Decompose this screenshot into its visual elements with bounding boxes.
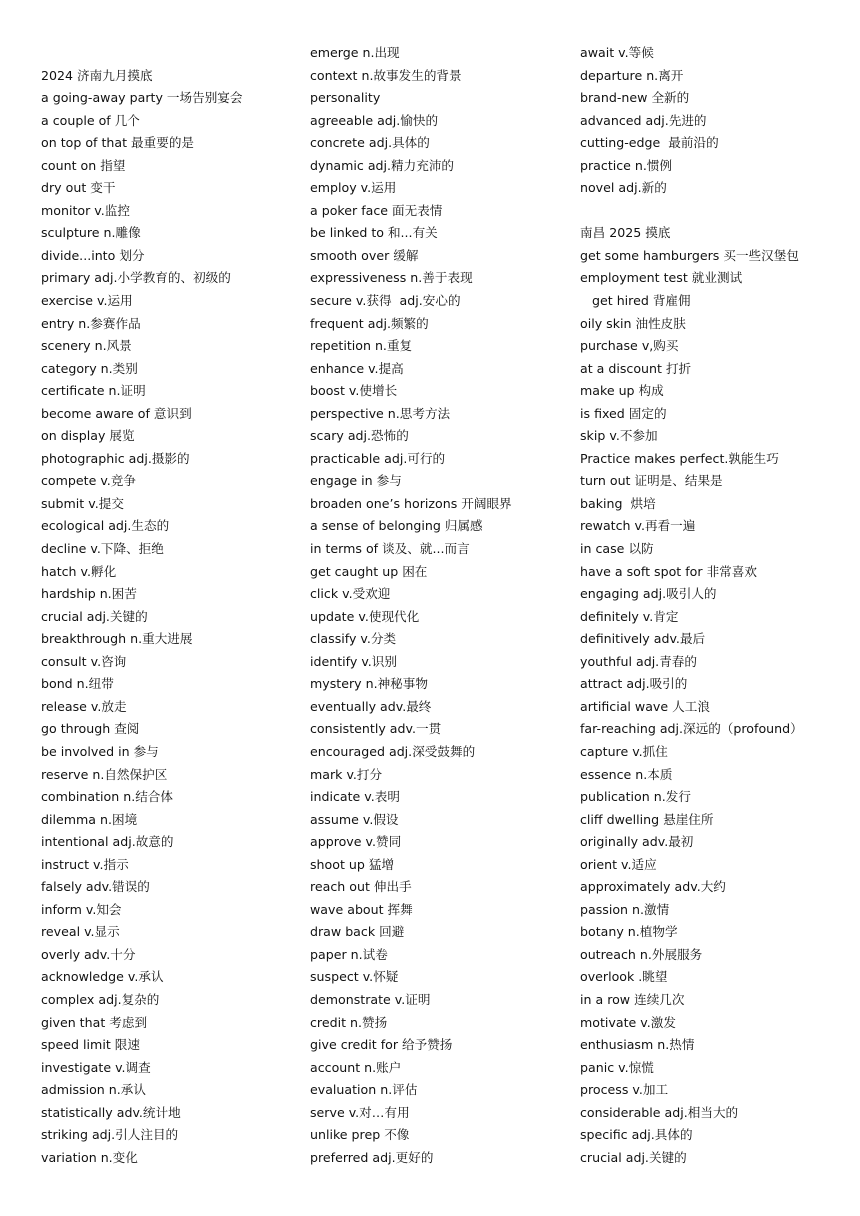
vocab-entry: photographic adj.摄影的 <box>41 450 190 466</box>
vocab-entry: breakthrough n.重大进展 <box>41 631 193 647</box>
vocab-entry: enthusiasm n.热情 <box>580 1037 695 1053</box>
section-heading: 南昌 2025 摸底 <box>580 225 671 241</box>
vocab-entry: eventually adv.最终 <box>310 698 432 714</box>
vocab-entry: enhance v.提高 <box>310 360 404 376</box>
vocab-entry: cutting-edge 最前沿的 <box>580 135 719 151</box>
vocab-entry: considerable adj.相当大的 <box>580 1104 739 1120</box>
vocab-entry: in terms of 谈及、就...而言 <box>310 541 470 557</box>
vocab-entry: dynamic adj.精力充沛的 <box>310 157 455 173</box>
vocab-entry: at a discount 打折 <box>580 360 692 376</box>
vocab-entry: motivate v.激发 <box>580 1014 676 1030</box>
vocab-entry: youthful adj.青春的 <box>580 653 697 669</box>
vocab-entry: process v.加工 <box>580 1082 669 1098</box>
vocab-entry: approve v.赞同 <box>310 834 402 850</box>
vocab-entry: get hired 背雇佣 <box>580 293 691 309</box>
vocab-entry: botany n.植物学 <box>580 924 678 940</box>
vocab-entry: be involved in 参与 <box>41 743 159 759</box>
vocab-entry: investigate v.调查 <box>41 1059 151 1075</box>
vocab-entry: novel adj.新的 <box>580 180 667 196</box>
vocab-entry: credit n.赞扬 <box>310 1014 388 1030</box>
vocab-entry: agreeable adj.愉快的 <box>310 112 439 128</box>
vocab-entry: scenery n.风景 <box>41 338 132 354</box>
vocab-entry: account n.账户 <box>310 1059 402 1075</box>
vocab-entry: hatch v.孵化 <box>41 563 117 579</box>
vocab-entry: preferred adj.更好的 <box>310 1149 434 1165</box>
vocab-entry: personality <box>310 90 381 106</box>
vocab-entry: count on 指望 <box>41 157 126 173</box>
vocab-entry: passion n.激情 <box>580 901 670 917</box>
vocab-entry: make up 构成 <box>580 383 664 399</box>
vocab-entry: reserve n.自然保护区 <box>41 766 168 782</box>
vocab-entry: get caught up 困在 <box>310 563 428 579</box>
vocab-entry: in a row 连续几次 <box>580 991 685 1007</box>
vocab-entry: dilemma n.困境 <box>41 811 138 827</box>
blank-line <box>41 42 311 65</box>
blank-line <box>580 200 850 223</box>
vocab-entry: identify v.识别 <box>310 653 397 669</box>
vocab-entry: oily skin 油性皮肤 <box>580 315 686 331</box>
vocab-entry: repetition n.重复 <box>310 338 413 354</box>
vocab-entry: originally adv.最初 <box>580 834 694 850</box>
vocab-entry: departure n.离开 <box>580 67 684 83</box>
vocab-entry: far-reaching adj.深远的（profound） <box>580 721 803 737</box>
vocab-entry: practice n.惯例 <box>580 157 673 173</box>
vocab-entry: orient v.适应 <box>580 856 657 872</box>
vocab-entry: release v.放走 <box>41 698 127 714</box>
vocab-entry: assume v.假设 <box>310 811 399 827</box>
vocab-entry: approximately adv.大约 <box>580 879 726 895</box>
vocab-entry: bond n.纽带 <box>41 676 114 692</box>
vocab-entry: acknowledge v.承认 <box>41 969 164 985</box>
vocab-entry: paper n.试卷 <box>310 946 388 962</box>
vocab-entry: cliff dwelling 悬崖住所 <box>580 811 714 827</box>
vocab-entry: overly adv.十分 <box>41 946 136 962</box>
vocab-entry: outreach n.外展服务 <box>580 946 703 962</box>
vocab-entry: is fixed 固定的 <box>580 405 667 421</box>
vocab-entry: decline v.下降、拒绝 <box>41 541 164 557</box>
vocab-entry: await v.等候 <box>580 45 654 60</box>
vocab-entry: essence n.本质 <box>580 766 673 782</box>
vocab-entry: boost v.使增长 <box>310 383 398 399</box>
vocab-entry: ecological adj.生态的 <box>41 518 170 534</box>
vocab-entry: context n.故事发生的背景 <box>310 67 462 83</box>
vocab-entry: primary adj.小学教育的、初级的 <box>41 270 231 286</box>
vocab-entry: demonstrate v.证明 <box>310 991 431 1007</box>
vocab-entry: entry n.参赛作品 <box>41 315 141 331</box>
vocab-entry: category n.类别 <box>41 360 138 376</box>
vocab-entry: falsely adv.错误的 <box>41 879 150 895</box>
vocab-column-3 <box>580 42 850 1169</box>
vocab-entry: certificate n.证明 <box>41 383 146 399</box>
vocab-entry: a poker face 面无表情 <box>310 202 443 218</box>
vocab-entry: striking adj.引人注目的 <box>41 1127 179 1143</box>
vocab-entry: Practice makes perfect.孰能生巧 <box>580 450 779 466</box>
vocab-entry: publication n.发行 <box>580 789 691 805</box>
vocab-entry: smooth over 缓解 <box>310 247 419 263</box>
vocab-entry: speed limit 限速 <box>41 1037 140 1053</box>
vocab-entry: get some hamburgers 买一些汉堡包 <box>580 247 799 263</box>
vocab-entry: intentional adj.故意的 <box>41 834 174 850</box>
vocab-entry: broaden one’s horizons 开阔眼界 <box>310 495 512 511</box>
vocab-entry: instruct v.指示 <box>41 856 129 872</box>
vocab-entry: consistently adv.一贯 <box>310 721 442 737</box>
vocab-entry: frequent adj.频繁的 <box>310 315 429 331</box>
vocab-entry: specific adj.具体的 <box>580 1127 693 1143</box>
vocab-entry: panic v.惊慌 <box>580 1059 654 1075</box>
vocab-entry: become aware of 意识到 <box>41 405 192 421</box>
vocab-entry: shoot up 猛增 <box>310 856 395 872</box>
vocab-entry: expressiveness n.善于表现 <box>310 270 473 286</box>
vocab-entry: crucial adj.关键的 <box>580 1149 687 1165</box>
vocab-entry: submit v.提交 <box>41 495 124 511</box>
vocab-entry: complex adj.复杂的 <box>41 991 160 1007</box>
vocab-entry: give credit for 给予赞扬 <box>310 1037 453 1053</box>
vocab-entry: mystery n.神秘事物 <box>310 676 428 692</box>
vocab-entry: hardship n.困苦 <box>41 586 137 602</box>
vocab-column-2 <box>310 42 575 1169</box>
vocab-entry: capture v.抓住 <box>580 743 668 759</box>
vocab-entry: a going-away party 一场告别宴会 <box>41 90 243 106</box>
vocab-entry: mark v.打分 <box>310 766 383 782</box>
vocab-column-1 <box>41 42 311 1169</box>
vocab-entry: definitely v.肯定 <box>580 608 679 624</box>
vocab-entry: scary adj.恐怖的 <box>310 428 409 444</box>
section-heading: 2024 济南九月摸底 <box>41 67 153 83</box>
vocab-entry: update v.使现代化 <box>310 608 420 624</box>
vocab-entry: reach out 伸出手 <box>310 879 412 895</box>
vocab-entry: secure v.获得 adj.安心的 <box>310 293 461 309</box>
vocab-entry: skip v.不参加 <box>580 428 658 444</box>
vocab-entry: advanced adj.先进的 <box>580 112 707 128</box>
vocab-entry: dry out 变干 <box>41 180 116 196</box>
vocab-entry: exercise v.运用 <box>41 293 133 309</box>
vocab-entry: sculpture n.雕像 <box>41 225 141 241</box>
vocab-entry: inform v.知会 <box>41 901 122 917</box>
vocab-entry: variation n.变化 <box>41 1149 138 1165</box>
vocab-entry: indicate v.表明 <box>310 789 400 805</box>
vocab-entry: perspective n.思考方法 <box>310 405 451 421</box>
vocab-entry: encouraged adj.深受鼓舞的 <box>310 743 476 759</box>
vocab-entry: purchase v,购买 <box>580 338 679 354</box>
vocab-entry: divide...into 划分 <box>41 247 145 263</box>
vocab-entry: engaging adj.吸引人的 <box>580 586 717 602</box>
vocab-entry: have a soft spot for 非常喜欢 <box>580 563 757 579</box>
vocab-entry: employ v.运用 <box>310 180 397 196</box>
vocab-entry: concrete adj.具体的 <box>310 135 430 151</box>
vocab-entry: crucial adj.关键的 <box>41 608 148 624</box>
vocab-entry: employment test 就业测试 <box>580 270 743 286</box>
vocab-entry: be linked to 和...有关 <box>310 225 438 241</box>
vocab-entry: definitively adv.最后 <box>580 631 706 647</box>
vocab-entry: emerge n.出现 <box>310 45 400 60</box>
vocab-entry: given that 考虑到 <box>41 1014 148 1030</box>
vocab-entry: on display 展览 <box>41 428 135 444</box>
vocab-entry: evaluation n.评估 <box>310 1082 418 1098</box>
vocab-entry: suspect v.怀疑 <box>310 969 399 985</box>
vocab-entry: in case 以防 <box>580 541 654 557</box>
vocab-entry: a sense of belonging 归属感 <box>310 518 483 534</box>
vocab-entry: artificial wave 人工浪 <box>580 698 710 714</box>
vocab-entry: combination n.结合体 <box>41 789 173 805</box>
vocab-entry: baking 烘培 <box>580 495 656 511</box>
vocab-entry: practicable adj.可行的 <box>310 450 446 466</box>
vocab-entry: attract adj.吸引的 <box>580 676 688 692</box>
vocab-entry: on top of that 最重要的是 <box>41 135 195 151</box>
vocab-entry: admission n.承认 <box>41 1082 146 1098</box>
vocab-entry: statistically adv.统计地 <box>41 1104 181 1120</box>
vocab-entry: overlook .眺望 <box>580 969 668 985</box>
vocab-entry: engage in 参与 <box>310 473 402 489</box>
vocab-entry: consult v.咨询 <box>41 653 127 669</box>
vocab-entry: click v.受欢迎 <box>310 586 391 602</box>
vocab-entry: wave about 挥舞 <box>310 901 413 917</box>
vocab-entry: brand-new 全新的 <box>580 90 690 106</box>
vocab-entry: serve v.对…有用 <box>310 1104 410 1120</box>
vocab-entry: reveal v.显示 <box>41 924 120 940</box>
vocab-entry: classify v.分类 <box>310 631 397 647</box>
vocab-entry: compete v.竞争 <box>41 473 136 489</box>
vocab-entry: monitor v.监控 <box>41 202 130 218</box>
vocab-entry: turn out 证明是、结果是 <box>580 473 723 489</box>
vocab-entry: draw back 回避 <box>310 924 405 940</box>
vocab-entry: rewatch v.再看一遍 <box>580 518 696 534</box>
vocab-entry: go through 查阅 <box>41 721 140 737</box>
vocab-entry: unlike prep 不像 <box>310 1127 410 1143</box>
vocab-entry: a couple of 几个 <box>41 112 140 128</box>
